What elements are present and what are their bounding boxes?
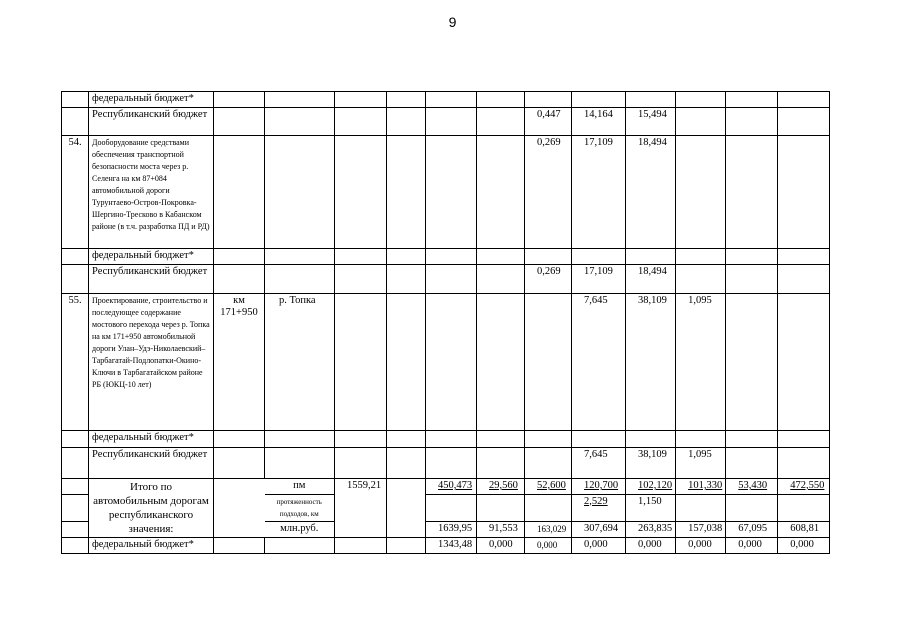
- value-cell: 163,029: [525, 522, 572, 538]
- row-label: Республиканский бюджет: [89, 265, 214, 294]
- table-row: [62, 249, 830, 265]
- value-cell: 608,81: [778, 522, 830, 538]
- value-cell: 91,553: [477, 522, 525, 538]
- value-cell: 0,000: [477, 538, 525, 554]
- unit-label: млн.руб.: [265, 522, 335, 538]
- row-label: федеральный бюджет*: [89, 538, 214, 554]
- value-cell: 1,095: [676, 294, 726, 431]
- value-cell: 17,109: [572, 136, 626, 249]
- item-description: Проектирование, строительство и последующее содержание мостового перехода через р. Топка на км 171+950 автомобильной дороги Улан–Удэ-Николаевский–Тарбагатай-Подлопатки-Окино-Ключи в Тарбагатайском районе РБ (ЮКЦ-10 лет): [89, 294, 214, 431]
- value-cell: 2,529: [572, 494, 626, 522]
- unit-label: пм: [265, 479, 335, 495]
- value-cell: 102,120: [626, 479, 676, 495]
- total-label: Итого по автомобильным дорогам республиканского значения:: [89, 479, 214, 538]
- value-cell: 14,164: [572, 108, 626, 136]
- km-cell: км 171+950: [214, 294, 265, 431]
- item-description: Дооборудование средствами обеспечения транспортной безопасности моста через р. Селенга на км 87+084 автомобильной дороги Турунтаево-Остров-Покровка-Шергино-Тресково в Кабанском районе (в т.ч. разработка ПД и РД): [89, 136, 214, 249]
- value-cell: 1639,95: [426, 522, 477, 538]
- value-cell: 0,000: [676, 538, 726, 554]
- value-cell: 263,835: [626, 522, 676, 538]
- river-cell: р. Топка: [265, 294, 335, 431]
- value-cell: 450,473: [426, 479, 477, 495]
- table-row: [62, 294, 830, 431]
- value-cell: 0,269: [525, 265, 572, 294]
- table-row: [62, 431, 830, 448]
- value-cell: 67,095: [726, 522, 778, 538]
- value-cell: 0,000: [572, 538, 626, 554]
- value-cell: 17,109: [572, 265, 626, 294]
- value-cell: 157,038: [676, 522, 726, 538]
- value-cell: 38,109: [626, 294, 676, 431]
- table-row: [62, 136, 830, 249]
- value-cell: 18,494: [626, 136, 676, 249]
- value-cell: 29,560: [477, 479, 525, 495]
- value-cell: 7,645: [572, 294, 626, 431]
- value-cell: 472,550: [778, 479, 830, 495]
- funding-table: [61, 91, 830, 554]
- value-cell: 38,109: [626, 448, 676, 479]
- row-number-cell: [62, 92, 89, 108]
- table-row: [62, 92, 830, 108]
- row-label: федеральный бюджет*: [89, 92, 214, 108]
- value-cell: 307,694: [572, 522, 626, 538]
- row-label: федеральный бюджет*: [89, 431, 214, 448]
- table-row: [62, 265, 830, 294]
- total-row-pm: [62, 479, 830, 495]
- value-cell: 1343,48: [426, 538, 477, 554]
- value-cell: 0,000: [525, 538, 572, 554]
- value-cell: 1,095: [676, 448, 726, 479]
- value-cell: 18,494: [626, 265, 676, 294]
- value-cell: 101,330: [676, 479, 726, 495]
- value-cell: 52,600: [525, 479, 572, 495]
- value-cell: 0,000: [626, 538, 676, 554]
- value-cell: 1559,21: [335, 479, 387, 538]
- table-row: [62, 108, 830, 136]
- value-cell: 0,000: [726, 538, 778, 554]
- item-number: 54.: [62, 136, 89, 249]
- table-row: [62, 538, 830, 554]
- row-label: федеральный бюджет*: [89, 249, 214, 265]
- value-cell: 15,494: [626, 108, 676, 136]
- value-cell: 0,000: [778, 538, 830, 554]
- unit-label: протяженность подходов, км: [265, 494, 335, 522]
- value-cell: 7,645: [572, 448, 626, 479]
- value-cell: 53,430: [726, 479, 778, 495]
- value-cell: 0,269: [525, 136, 572, 249]
- value-cell: 0,447: [525, 108, 572, 136]
- table-row: [62, 448, 830, 479]
- item-number: 55.: [62, 294, 89, 431]
- value-cell: 1,150: [626, 494, 676, 522]
- row-label: Республиканский бюджет: [89, 108, 214, 136]
- page-number: 9: [448, 14, 457, 30]
- row-label: Республиканский бюджет: [89, 448, 214, 479]
- value-cell: 120,700: [572, 479, 626, 495]
